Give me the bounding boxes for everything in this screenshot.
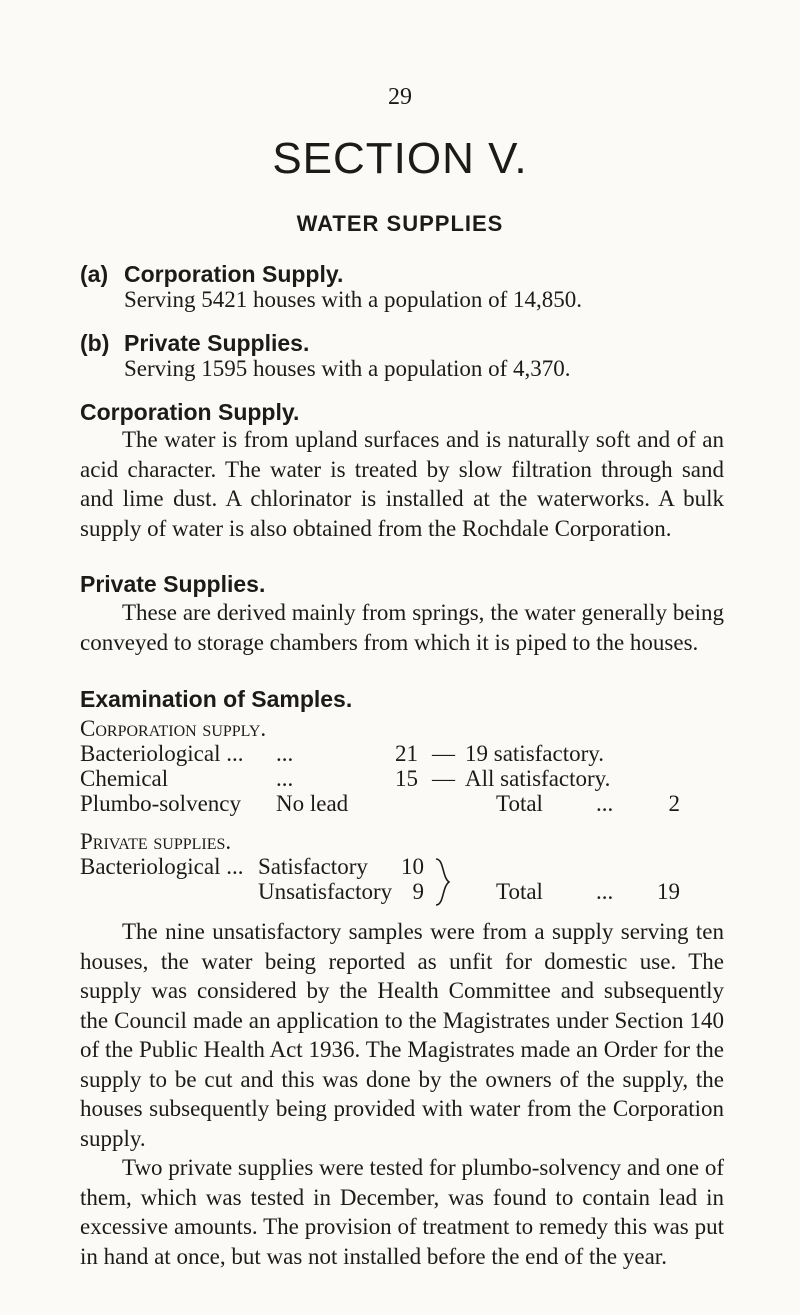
closing-paragraph: The nine unsatisfactory samples were from a supply serving ten houses, the water being reported as unfit for domestic use. The supply was considered by the Health Committee and subsequently the Council made an application to the Magistrates under Section 140 of the Public Health Act 1936. The Magistrates made an Order for the supply to be cut and this was done by the owners of the supply, the houses subsequently being provided with water from the Corporation supply. <box>80 919 724 1151</box>
closing-paragraphs <box>80 917 724 1271</box>
corp-row-result: 19 satisfactory. <box>465 741 605 766</box>
page-number: 29 <box>388 84 412 110</box>
corp-row-total-dots: ... <box>596 791 614 816</box>
private-paragraph <box>80 598 724 657</box>
private-samples-heading: Private supplies. <box>80 829 232 854</box>
private-heading: Private Supplies. <box>80 571 266 597</box>
corporation-text: The water is from upland surfaces and is naturally soft and of an acid character. The water is treated by slow filtration through sand and lime dust. A chlorinator is installed at the waterworks. A bulk supply of water is also obtained from the Rochdale Corporation. <box>80 427 724 541</box>
corporation-heading: Corporation Supply. <box>80 399 300 425</box>
corp-row-mid: No lead <box>276 791 349 816</box>
corp-samples-heading: Corporation supply. <box>80 716 267 741</box>
private-row-count: 9 <box>412 879 424 904</box>
corp-row-count: 15 <box>395 766 418 791</box>
corp-row-total-label: Total <box>496 791 543 816</box>
corp-row-name: Chemical <box>80 766 169 791</box>
examination-heading: Examination of Samples. <box>80 686 353 712</box>
corp-row-total: 2 <box>668 791 680 816</box>
corp-row-name: Bacteriological ... <box>80 741 244 766</box>
corporation-paragraph <box>80 425 724 543</box>
private-row-count: 10 <box>401 854 424 879</box>
corp-row-dots: ... <box>276 766 294 791</box>
section-title: SECTION V. <box>272 134 528 183</box>
private-total-dots: ... <box>596 879 614 904</box>
section-subtitle: WATER SUPPLIES <box>296 211 504 236</box>
private-row-label: Unsatisfactory <box>258 879 393 904</box>
corp-row-dots: ... <box>276 741 294 766</box>
private-total: 19 <box>657 879 680 904</box>
private-row-name: Bacteriological ... <box>80 854 244 879</box>
right-brace-icon <box>432 857 454 907</box>
item-b-heading: Private Supplies. <box>124 330 310 356</box>
item-a-heading: Corporation Supply. <box>124 261 344 287</box>
closing-paragraph: Two private supplies were tested for plumbo-solvency and one of them, which was tested in December, was found to contain lead in excessive amounts. The provision of treatment to remedy this was put in hand at once, but was not installed before the end of the year. <box>80 1155 724 1269</box>
item-a-text: Serving 5421 houses with a population of 14,850. <box>124 287 583 312</box>
corp-row-dash: — <box>432 766 455 791</box>
private-text: These are derived mainly from springs, the water generally being conveyed to storage chambers from which it is piped to the houses. <box>80 600 724 655</box>
corp-row-result: All satisfactory. <box>465 766 611 791</box>
item-b-text: Serving 1595 houses with a population of 4,370. <box>124 356 571 381</box>
corp-row-name: Plumbo-solvency <box>80 791 241 816</box>
corp-row-count: 21 <box>395 741 418 766</box>
private-row-label: Satisfactory <box>258 854 368 879</box>
item-b-label: (b) <box>80 330 110 356</box>
corp-row-dash: — <box>432 741 455 766</box>
private-total-label: Total <box>496 879 543 904</box>
item-a-label: (a) <box>80 261 109 287</box>
